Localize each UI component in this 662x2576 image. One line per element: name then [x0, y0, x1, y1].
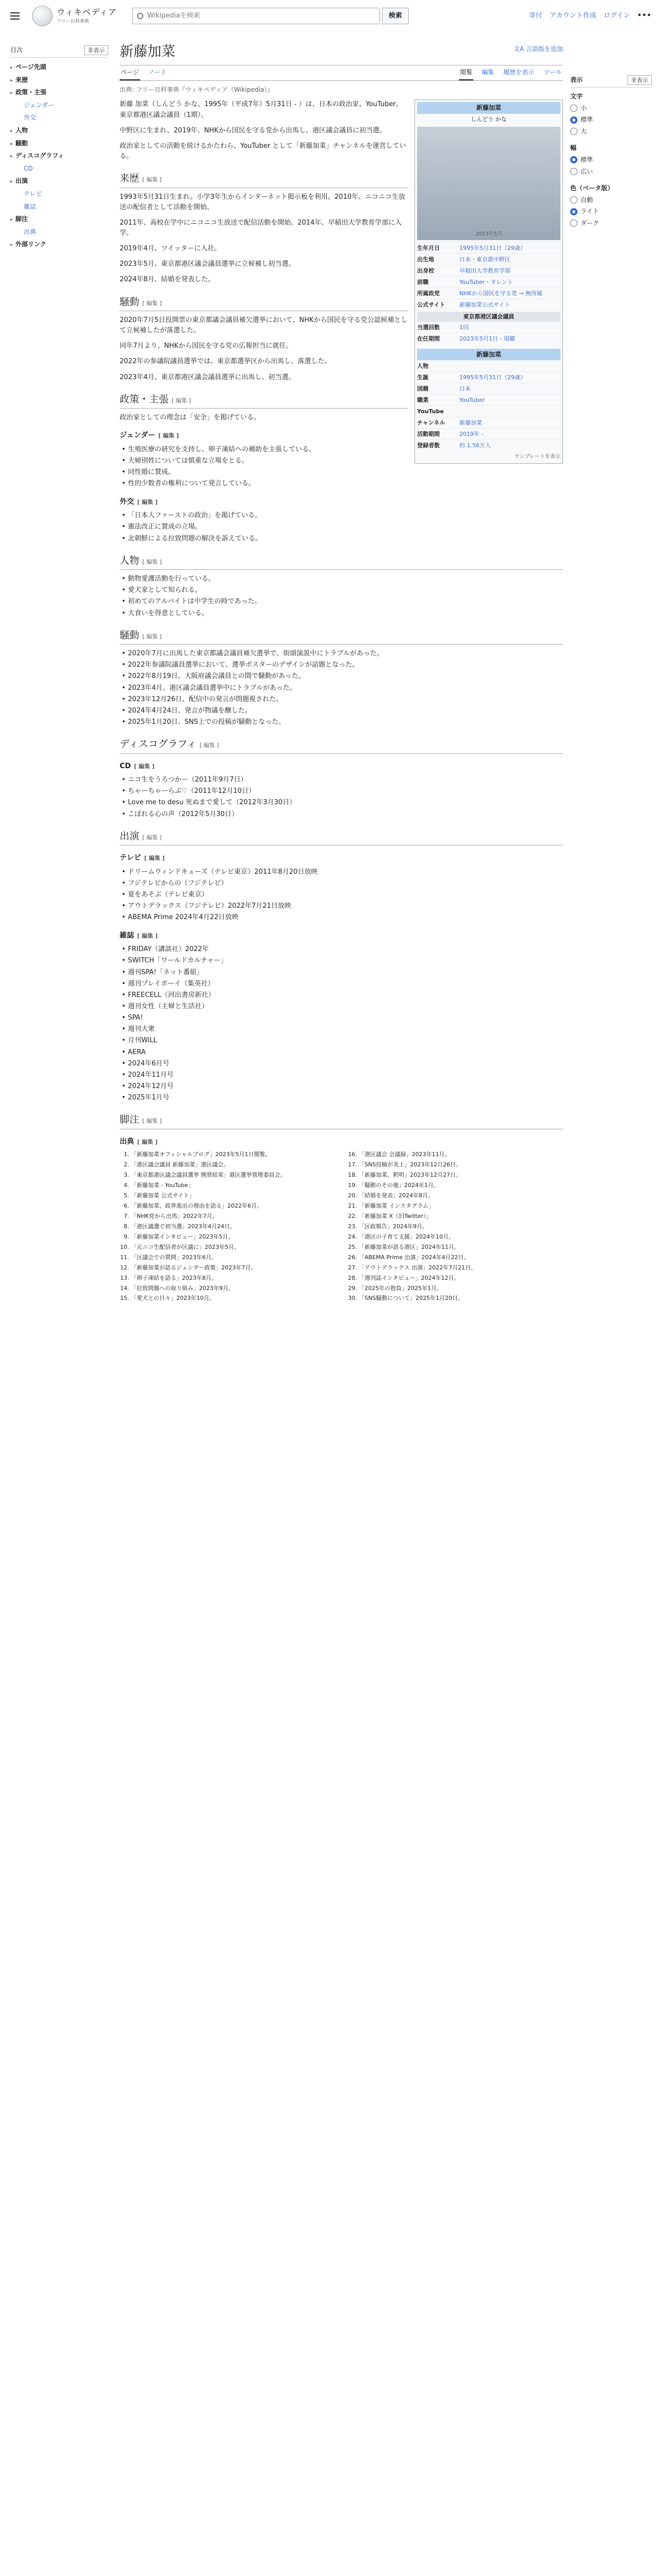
- policy-paragraph: 政治家としての理念は「安全」を掲げている。: [120, 414, 261, 422]
- radio-button[interactable]: [570, 116, 577, 124]
- list-item: • 憲法改正に賛成の立場。: [120, 522, 563, 532]
- option-label: 標準: [581, 116, 593, 124]
- list-item: • 動物愛護活動を行っている。: [120, 574, 563, 584]
- section-diplomacy-heading: 外交 [ 編集 ]: [120, 497, 158, 506]
- paragraph: 2024年8月、結婚を発表した。: [120, 276, 215, 284]
- edit-link[interactable]: [ 編集 ]: [142, 176, 162, 183]
- infobox-subtitle: しんどう かな: [471, 116, 507, 123]
- radio-button[interactable]: [570, 128, 577, 135]
- reference-item: 19. 「騒動のその後」2024年1月。: [359, 1181, 563, 1190]
- option-label: 自動: [581, 196, 593, 204]
- list-item: • 2022年参議院議員選挙において、選挙ポスターのデザインが話題となった。: [120, 660, 563, 670]
- portrait-image[interactable]: [417, 127, 560, 240]
- infobox-key: チャンネル: [417, 419, 445, 427]
- infobox-key: 活動期間: [417, 431, 440, 438]
- reference-item: 6. 「新藤加菜、政界進出の理由を語る」2022年6月。: [131, 1202, 335, 1210]
- reference-item: 30. 「SNS騒動について」2025年1月20日。: [359, 1294, 563, 1302]
- toc-item[interactable]: [10, 61, 108, 74]
- page-source-note: 出典: フリー百科事典『ウィキペディア（Wikipedia）』: [120, 86, 274, 93]
- infobox-key: 公式サイト: [417, 301, 445, 309]
- list-item: • 初めてのアルバイトは中学生の時であった。: [120, 597, 563, 607]
- infobox-row: [417, 405, 560, 417]
- infobox-value[interactable]: 2019年 -: [459, 431, 484, 438]
- photo-caption: 2023年5月: [475, 231, 502, 237]
- paragraph: 中野区に生まれ、2019年、NHKから国民を守る党から出馬し、港区議会議員に初当選。: [120, 126, 386, 134]
- paragraph: 2022年の参議院議員選挙では、東京都選挙区から出馬し、落選した。: [120, 358, 332, 366]
- infobox-row: [417, 287, 560, 299]
- option-label: 大: [581, 127, 587, 135]
- section-incident-heading: 騒動 [ 編集 ]: [120, 628, 563, 645]
- list-item: • 週刊大衆: [120, 1024, 563, 1035]
- paragraph: 同年7月より、NHKから国民を守る党の広報担当に就任。: [120, 342, 293, 350]
- list-item: • 2024年12月号: [120, 1081, 563, 1092]
- infobox-key: 登録者数: [417, 442, 440, 449]
- reference-item: 24. 「港区の子育て支援」2024年10月。: [359, 1233, 563, 1241]
- infobox-value[interactable]: NHKから国民を守る党 → 無所属: [459, 290, 542, 297]
- logo-title: ウィキペディア: [57, 7, 117, 17]
- reference-item: 10. 「元ニコ生配信者が区議に」2023年5月。: [131, 1243, 335, 1251]
- section-policy-heading: 政策・主張 [ 編集 ]: [120, 392, 408, 409]
- infobox-value[interactable]: 1995年5月31日（29歳）: [459, 245, 526, 252]
- edit-link[interactable]: [ 編集 ]: [142, 834, 162, 841]
- reference-item: 23. 「区政報告」2024年9月。: [359, 1223, 563, 1231]
- section-refs-heading: 出典 [ 編集 ]: [120, 1137, 158, 1146]
- appearance-option[interactable]: [570, 104, 652, 113]
- infobox-key: 生年月日: [417, 245, 440, 252]
- reference-item: 14. 「拉致問題への取り組み」2023年9月。: [131, 1284, 335, 1293]
- infobox-value[interactable]: 新藤加菜公式サイト: [459, 301, 510, 309]
- edit-link[interactable]: [ 編集 ]: [142, 1117, 162, 1125]
- infobox-row: [417, 253, 560, 265]
- list-item: • 月刊WiLL: [120, 1036, 563, 1046]
- infobox-value[interactable]: 早稲田大学教育学部: [459, 267, 510, 275]
- option-label: ライト: [581, 208, 599, 215]
- list-item: • 2022年8月19日、大阪府議会議員との間で騒動があった。: [120, 671, 563, 682]
- search-input[interactable]: [133, 8, 380, 24]
- toc-item[interactable]: [10, 200, 108, 213]
- toc-item-label: ジェンダー: [24, 101, 55, 109]
- infobox-key: 人物: [417, 363, 428, 370]
- infobox-key: 国籍: [417, 385, 428, 393]
- toc-item[interactable]: [10, 137, 108, 150]
- list-item: • 生殖医療の研究を支持し、卵子凍結への補助を主張している。: [120, 445, 563, 455]
- list-item: • アウトデラックス（フジテレビ）2022年7月21日放映: [120, 901, 563, 911]
- infobox-key: 出生地: [417, 256, 434, 263]
- toc-item[interactable]: [10, 99, 108, 112]
- list-item: • 週刊プレイボーイ（集英社）: [120, 979, 563, 989]
- appearance-group-label: 色（ベータ版）: [570, 184, 614, 192]
- list-item: • ABEMA Prime 2024年4月22日放映: [120, 912, 563, 923]
- list-item: • 週刊女性（主婦と生活社）: [120, 1002, 563, 1012]
- reference-item: 18. 「新藤加菜、釈明」2023年12月27日。: [359, 1171, 563, 1179]
- logo-subtitle: フリー百科事典: [57, 19, 89, 25]
- infobox-row: [417, 265, 560, 276]
- toc-item-label: 脚注: [15, 215, 28, 223]
- list-item: • こぼれる心の声（2012年5月30日）: [120, 809, 563, 820]
- toc-item[interactable]: [10, 175, 108, 188]
- chevron-icon: ▸: [10, 242, 13, 248]
- infobox-key: 出身校: [417, 267, 434, 275]
- list-item: • 2020年7月に出馬した東京都議会議員補欠選挙で、街頭演説中にトラブルがあった。: [120, 649, 563, 659]
- list-item: • フジテレビからの（フジテレビ）: [120, 878, 563, 889]
- option-label: 広い: [581, 167, 593, 175]
- reference-item: 15. 「愛犬との日々」2023年10月。: [131, 1294, 335, 1302]
- reference-item: 13. 「卵子凍結を語る」2023年8月。: [131, 1274, 335, 1282]
- infobox-value[interactable]: 日本・東京都中野区: [459, 256, 510, 263]
- list-item: • 性的少数者の権利について発言している。: [120, 479, 563, 489]
- search-button[interactable]: 検索: [382, 8, 409, 24]
- list-item: • SPA!: [120, 1013, 563, 1023]
- paragraph: 2011年、高校在学中にニコニコ生放送で配信活動を開始。2014年、早稲田大学教育学部に入学。: [120, 218, 402, 237]
- list-item: • 2024年6月号: [120, 1059, 563, 1069]
- reference-item: 26. 「ABEMA Prime 出演」2024年4月22日。: [359, 1253, 563, 1262]
- radio-button[interactable]: [570, 168, 577, 175]
- reference-item: 4. 「新藤加菜 - YouTube」: [131, 1181, 335, 1190]
- reference-item: 28. 「週刊誌インタビュー」2024年12月。: [359, 1274, 563, 1282]
- edit-link[interactable]: [ 編集 ]: [172, 397, 191, 404]
- infobox-value[interactable]: YouTuber・タレント: [459, 279, 513, 286]
- appearance-group-label: 幅: [570, 144, 577, 152]
- toc-sidebar: [10, 45, 108, 251]
- infobox-row: [417, 276, 560, 287]
- toc-item[interactable]: [10, 124, 108, 137]
- site-header: [0, 0, 662, 32]
- template-link[interactable]: テンプレートを表示: [514, 454, 560, 460]
- edit-link[interactable]: [ 編集 ]: [137, 932, 158, 939]
- infobox: [415, 99, 563, 464]
- appearance-option[interactable]: [570, 218, 652, 228]
- edit-link[interactable]: [ 編集 ]: [142, 633, 162, 640]
- chevron-icon: ▸: [10, 128, 13, 134]
- paragraph: 2023年5月、東京都港区議会議員選挙に立候補し初当選。: [120, 260, 295, 268]
- infobox-value[interactable]: [459, 407, 560, 416]
- paragraph: 1993年5月31日生まれ。小学3年生からインターネット掲示板を利用。2010年、ニコニコ生放送の配信者として活動を開始。: [120, 193, 405, 211]
- appearance-sidebar: [570, 75, 652, 235]
- infobox-row: [417, 242, 560, 253]
- infobox-value[interactable]: 2023年5月1日 - 現職: [459, 335, 515, 343]
- toc-item-label: 外交: [24, 114, 37, 122]
- list-item: • SWITCH「ワールドカルチャー」: [120, 956, 563, 966]
- toc-item-label: 来歴: [15, 76, 28, 83]
- list-item: • Love me to desu 死ぬまで愛して（2012年3月30日）: [120, 798, 563, 808]
- chevron-icon: ▸: [10, 65, 13, 71]
- appearance-hide-button[interactable]: 非表示: [627, 75, 652, 85]
- section-tv-heading: テレビ [ 編集 ]: [120, 854, 165, 862]
- page-tabs: [120, 67, 563, 81]
- infobox-key: YouTube: [417, 408, 444, 415]
- option-label: ダーク: [581, 219, 600, 227]
- toc-item[interactable]: [10, 86, 108, 99]
- radio-button[interactable]: [570, 156, 577, 163]
- tab-read[interactable]: 閲覧: [459, 67, 473, 80]
- article-body: [120, 99, 408, 423]
- reference-item: 27. 「アウトデラックス 出演」2022年7月21日。: [359, 1264, 563, 1272]
- paragraph: 政治家としての活動を続けるかたわら、YouTuber として「新藤加菜」チャンネルを運営している。: [120, 142, 406, 160]
- paragraph: 2019年4月、ツイッターに入社。: [120, 245, 221, 253]
- list-item: • ドリームウィンドキューズ（テレビ東京）2011年8月20日放映: [120, 867, 563, 877]
- search-placeholder: Wikipediaを検索: [147, 11, 201, 20]
- infobox-value[interactable]: 1995年5月31日（29歳）: [459, 374, 526, 381]
- reference-item: 11. 「区議会での質問」2023年6月。: [131, 1253, 335, 1262]
- toc-item-label: CD: [24, 164, 33, 172]
- infobox-value[interactable]: YouTuber: [459, 397, 485, 404]
- appearance-option[interactable]: [570, 155, 652, 165]
- section-cd-heading: CD [ 編集 ]: [120, 761, 155, 770]
- more-options-icon[interactable]: •••: [637, 11, 652, 20]
- section-appearances-heading: 出演 [ 編集 ]: [120, 829, 563, 845]
- login-link[interactable]: ログイン: [603, 11, 631, 20]
- radio-button[interactable]: [570, 105, 577, 112]
- reference-item: 16. 「港区議会 会議録」2023年11月。: [359, 1150, 563, 1159]
- add-language-button[interactable]: 文A 言語版を追加: [513, 45, 563, 53]
- toc-item[interactable]: [10, 111, 108, 124]
- toc-item[interactable]: [10, 162, 108, 175]
- reference-item: 20. 「結婚を発表」2024年8月。: [359, 1192, 563, 1200]
- appearance-option[interactable]: [570, 167, 652, 177]
- chevron-icon: ▸: [10, 217, 13, 223]
- option-label: 小: [581, 104, 587, 112]
- user-links: [529, 11, 652, 21]
- appearance-option[interactable]: [570, 127, 652, 137]
- toc-item-label: テレビ: [24, 190, 42, 197]
- paragraph: 2023年4月、東京都港区議会議員選挙に出馬し、初当選。: [120, 373, 295, 381]
- donate-link[interactable]: 寄付: [528, 11, 542, 20]
- wikipedia-logo[interactable]: [32, 6, 117, 26]
- list-item: • 「日本人ファーストの政治」を掲げている。: [120, 511, 563, 521]
- edit-link[interactable]: [ 編集 ]: [134, 762, 155, 770]
- infobox-row: [417, 299, 560, 310]
- tab-edit[interactable]: 編集: [482, 69, 494, 76]
- main-content: [120, 41, 563, 1304]
- radio-button[interactable]: [570, 208, 577, 215]
- list-item: • 夫婦別姓については慎重な立場をとる。: [120, 456, 563, 466]
- paragraph: 新藤 加菜（しんどう かな、1995年（平成7年）5月31日 - ）は、日本の政治家、YouTuber。東京都港区議会議員（1期）。: [120, 100, 403, 119]
- toc-item-label: 騒動: [15, 139, 28, 147]
- section-controversy-heading: 騒動 [ 編集 ]: [120, 295, 408, 311]
- infobox-row: [417, 428, 560, 439]
- appearance-option[interactable]: [570, 207, 652, 216]
- infobox-title-2: 新藤加菜: [417, 349, 560, 361]
- section-gender-heading: ジェンダー [ 編集 ]: [120, 431, 179, 440]
- infobox-row: [417, 321, 560, 333]
- reference-item: 9. 「新藤加菜インタビュー」2023年5月。: [131, 1233, 335, 1241]
- section-person-heading: 人物 [ 編集 ]: [120, 553, 563, 570]
- tab-history[interactable]: 履歴を表示: [503, 69, 535, 76]
- infobox-row: [417, 394, 560, 405]
- tab-talk[interactable]: ノート: [148, 69, 167, 76]
- chevron-icon: ▸: [10, 90, 13, 96]
- list-item: • 2025年1月号: [120, 1093, 563, 1103]
- chevron-icon: ▸: [10, 141, 13, 147]
- radio-button[interactable]: [570, 196, 577, 204]
- edit-link[interactable]: [ 編集 ]: [142, 299, 162, 307]
- edit-link[interactable]: [ 編集 ]: [137, 1138, 158, 1145]
- list-item: • FRIDAY（講談社）2022年: [120, 944, 563, 955]
- infobox-value[interactable]: 日本: [459, 385, 471, 393]
- tab-article[interactable]: ページ: [120, 67, 140, 80]
- reference-item: 8. 「港区議選で初当選」2023年4月24日。: [131, 1223, 335, 1231]
- infobox-section: 東京都港区議会議員: [417, 312, 560, 321]
- create-account-link[interactable]: アカウント作成: [549, 11, 597, 20]
- paragraph: 2020年7月5日投開票の東京都議会議員補欠選挙において、NHKから国民を守る党公認候補として立候補したが落選した。: [120, 316, 408, 335]
- appearance-group-label: 文字: [570, 93, 583, 100]
- list-item: • FREECELL（河出書房新社）: [120, 990, 563, 1001]
- infobox-key: 生誕: [417, 374, 428, 381]
- main-menu-icon[interactable]: [10, 9, 25, 23]
- edit-link[interactable]: [ 編集 ]: [144, 855, 165, 862]
- reference-item: 3. 「東京都港区議会議員選挙 開票結果」港区選挙管理委員会。: [131, 1171, 335, 1179]
- toc-item-label: 出典: [24, 228, 37, 235]
- toc-item[interactable]: [10, 149, 108, 162]
- edit-link[interactable]: [ 編集 ]: [137, 498, 158, 505]
- appearance-option[interactable]: [570, 115, 652, 125]
- infobox-row: [417, 360, 560, 371]
- list-item: • 大食いを得意としている。: [120, 608, 563, 619]
- infobox-row: [417, 333, 560, 344]
- radio-button[interactable]: [570, 219, 577, 227]
- infobox-key: 前職: [417, 279, 428, 286]
- reference-item: 25. 「新藤加菜が語る港区」2024年11月。: [359, 1243, 563, 1251]
- reference-item: 2. 「港区議会議員 新藤加菜」港区議会。: [131, 1161, 335, 1169]
- reference-item: 7. 「NHK党から出馬」2022年7月。: [131, 1212, 335, 1221]
- reference-item: 22. 「新藤加菜 X（旧Twitter）」: [359, 1212, 563, 1221]
- section-notes-heading: 脚注 [ 編集 ]: [120, 1112, 563, 1129]
- list-item: • 愛犬家として知られる。: [120, 585, 563, 596]
- list-item: • 2024年4月24日、発言が物議を醸した。: [120, 706, 563, 716]
- list-item: • 同性婚に賛成。: [120, 467, 563, 478]
- toc-item[interactable]: [10, 74, 108, 87]
- infobox-value[interactable]: 約 1.56万人: [459, 442, 491, 449]
- edit-link[interactable]: [ 編集 ]: [142, 558, 162, 565]
- list-item: • 2023年4月、港区議会議員選挙中にトラブルがあった。: [120, 683, 563, 693]
- list-item: • 2025年1月20日、SNS上での投稿が騒動となった。: [120, 717, 563, 727]
- list-item: • 夏をあそぶ（テレビ東京）: [120, 890, 563, 900]
- reference-item: 17. 「SNS投稿が炎上」2023年12月26日。: [359, 1161, 563, 1169]
- chevron-icon: ▸: [10, 77, 13, 83]
- tab-tools[interactable]: ツール: [543, 69, 562, 76]
- section-discography-heading: ディスコグラフィ [ 編集 ]: [120, 737, 563, 753]
- appearance-group: [570, 183, 652, 228]
- globe-icon: [32, 6, 53, 26]
- list-item: • 北朝鮮による拉致問題の解決を訴えている。: [120, 534, 563, 544]
- infobox-key: 所属政党: [417, 290, 440, 297]
- reference-item: 5. 「新藤加菜 公式サイト」: [131, 1192, 335, 1200]
- search-icon: [137, 13, 143, 19]
- chevron-icon: ▸: [10, 154, 13, 160]
- page-title: 新藤加菜 文A 言語版を追加: [120, 41, 563, 65]
- toc-item[interactable]: [10, 226, 108, 239]
- toc-item-label: 政策・主張: [15, 89, 47, 96]
- edit-link[interactable]: [ 編集 ]: [158, 432, 179, 439]
- list-item: • ニコ生をうろつかー（2011年9月7日）: [120, 775, 563, 785]
- infobox-key: 在任期間: [417, 335, 440, 343]
- toc-item[interactable]: [10, 238, 108, 251]
- infobox-value[interactable]: [459, 362, 560, 370]
- infobox-value[interactable]: 新藤加菜: [459, 419, 482, 427]
- appearance-group: [570, 143, 652, 176]
- infobox-row: [417, 417, 560, 428]
- infobox-title: 新藤加菜: [417, 102, 560, 114]
- infobox-row: [417, 371, 560, 383]
- list-item: • 2024年11月号: [120, 1070, 563, 1080]
- list-item: • ちゃーちゃーらぶ♡（2011年12月10日）: [120, 786, 563, 796]
- toc-title: 目次: [10, 46, 23, 54]
- appearance-option[interactable]: [570, 195, 652, 205]
- appearance-group: [570, 92, 652, 136]
- infobox-key: 当選回数: [417, 324, 440, 331]
- toc-hide-button[interactable]: 非表示: [84, 45, 108, 55]
- toc-item-label: ディスコグラフィ: [15, 152, 64, 160]
- toc-item[interactable]: [10, 213, 108, 226]
- chevron-icon: ▸: [10, 179, 13, 185]
- infobox-row: [417, 383, 560, 394]
- list-item: • 2023年12月26日、配信中の発言が問題視された。: [120, 694, 563, 705]
- section-history-heading: 来歴 [ 編集 ]: [120, 171, 408, 188]
- section-magazine-heading: 雑誌 [ 編集 ]: [120, 931, 158, 940]
- option-label: 標準: [581, 156, 593, 164]
- list-item: • 週刊SPA!「ネット番組」: [120, 968, 563, 978]
- toc-item-label: 人物: [15, 127, 28, 134]
- appearance-title: 表示: [570, 76, 583, 83]
- toc-item[interactable]: [10, 188, 108, 200]
- reference-item: 21. 「新藤加菜 インスタグラム」: [359, 1202, 563, 1210]
- toc-item-label: ページ先頭: [15, 63, 46, 71]
- reference-item: 29. 「2025年の抱負」2025年1月。: [359, 1284, 563, 1293]
- reference-item: 1. 「新藤加菜オフィシャルブログ」2023年5月1日閲覧。: [131, 1150, 335, 1159]
- infobox-key: 職業: [417, 397, 428, 404]
- search-form: [133, 8, 409, 24]
- reference-item: 12. 「新藤加菜が語るジェンダー政策」2023年7月。: [131, 1264, 335, 1272]
- list-item: • AERA: [120, 1047, 563, 1058]
- toc-item-label: 出演: [15, 177, 28, 185]
- toc-item-label: 外部リンク: [15, 241, 46, 248]
- edit-link[interactable]: [ 編集 ]: [199, 742, 219, 749]
- toc-item-label: 雑誌: [24, 202, 37, 210]
- infobox-value[interactable]: 1回: [459, 324, 469, 331]
